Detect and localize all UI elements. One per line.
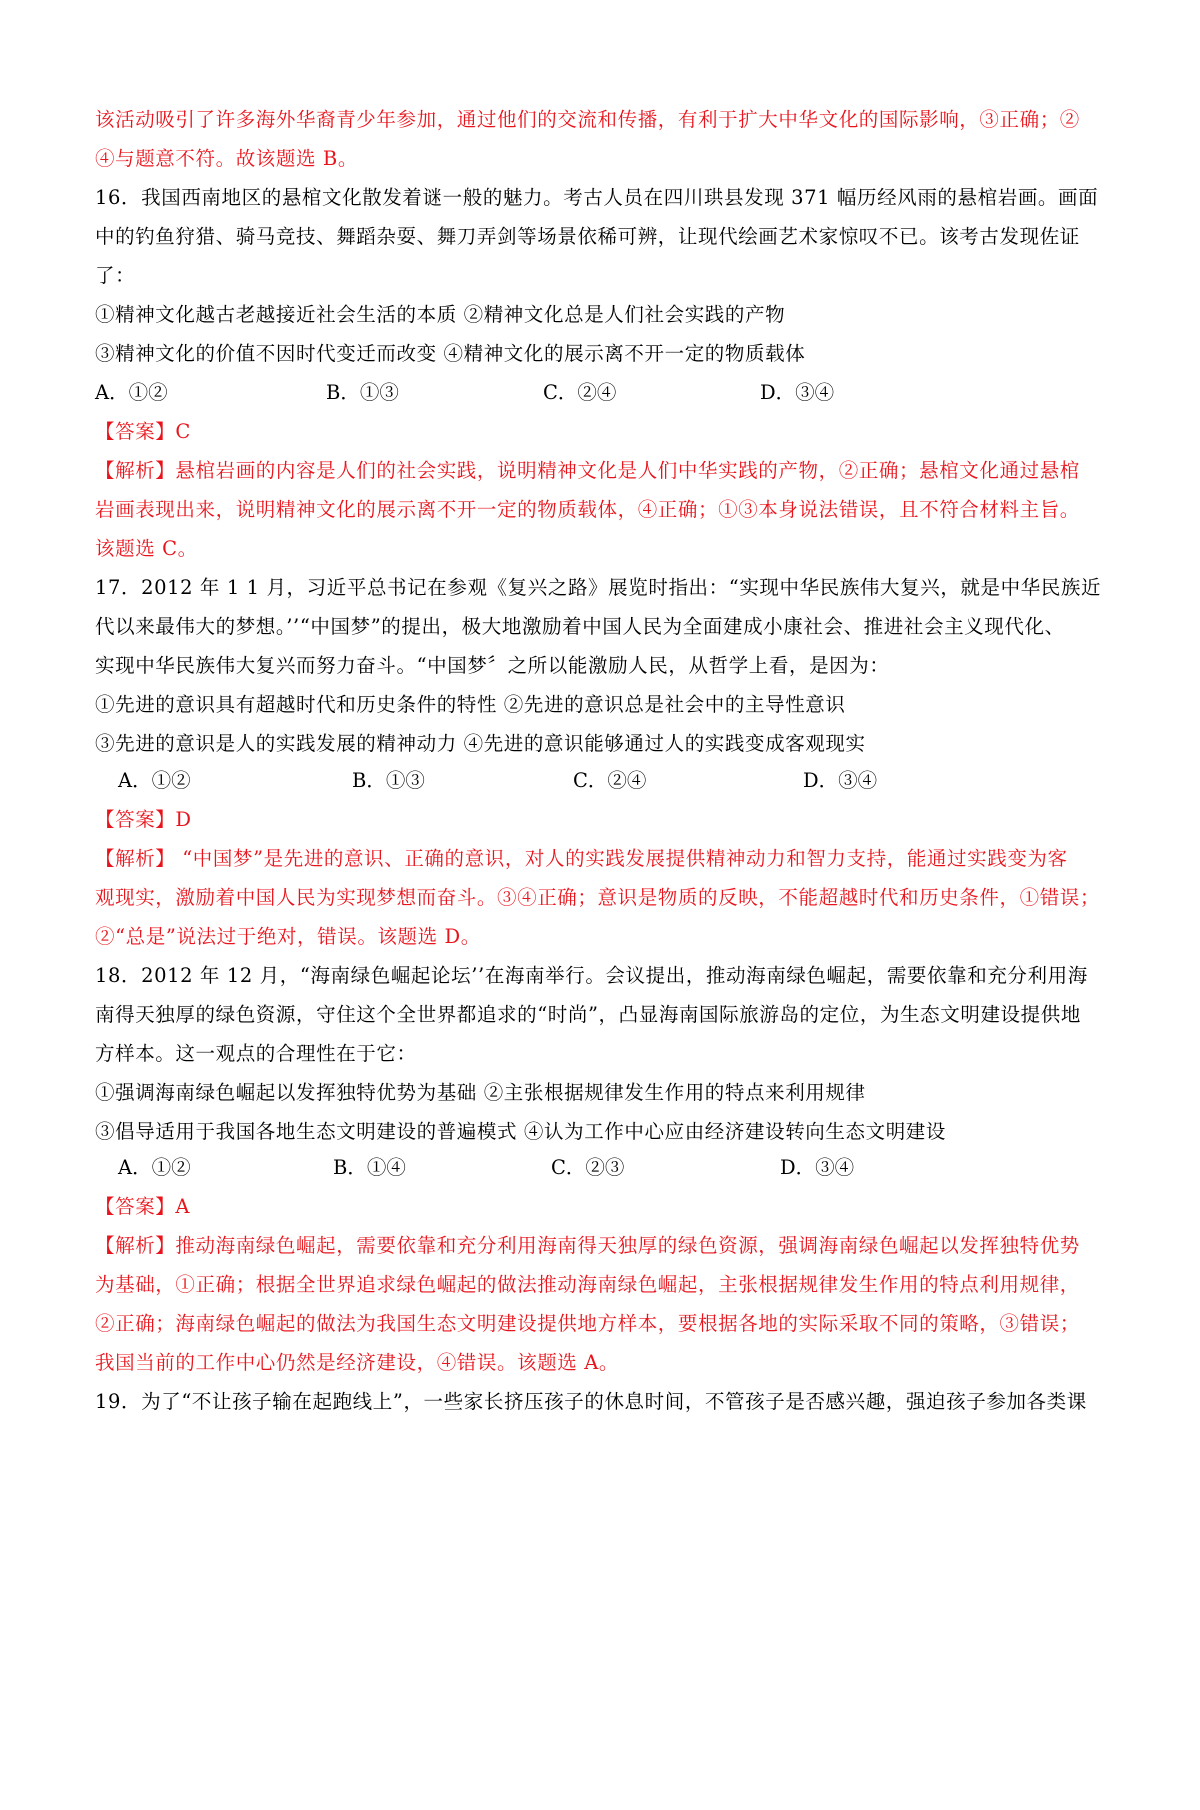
option-c: C．②④ — [573, 769, 647, 792]
question-16-statements: ③精神文化的价值不因时代变迁而改变 ④精神文化的展示离不开一定的物质载体 — [95, 342, 806, 365]
answer-explanation-line: 我国当前的工作中心仍然是经济建设，④错误。该题选 A。 — [95, 1351, 619, 1374]
answer-label: 【答案】C — [95, 420, 191, 443]
answer-explanation-line: 观现实，激励着中国人民为实现梦想而奋斗。③④正确；意识是物质的反映，不能超越时代和历史条件，①错误； — [95, 886, 1101, 909]
answer-explanation-line: ②正确；海南绿色崛起的做法为我国生态文明建设提供地方样本，要根据各地的实际采取不同的策略，③错误； — [95, 1312, 1080, 1335]
question-17-text: 代以来最伟大的梦想。’’“中国梦”的提出，极大地激励着中国人民为全面建成小康社会、推进社会主义现代化、 — [95, 615, 1065, 638]
option-d: D．③④ — [760, 381, 835, 404]
answer-explanation-line: 【解析】悬棺岩画的内容是人们的社会实践，说明精神文化是人们中华实践的产物，②正确；悬棺文化通过悬棺 — [95, 459, 1080, 482]
question-16-statements: ①精神文化越古老越接近社会生活的本质 ②精神文化总是人们社会实践的产物 — [95, 303, 786, 326]
answer-explanation-line: 该题选 C。 — [95, 537, 198, 560]
option-b: B．①④ — [333, 1156, 406, 1179]
answer-explanation-line: 【解析】推动海南绿色崛起，需要依靠和充分利用海南得天独厚的绿色资源，强调海南绿色崛起以发挥独特优势 — [95, 1234, 1080, 1257]
question-18-text: 方样本。这一观点的合理性在于它： — [95, 1042, 417, 1065]
option-a: A．①② — [118, 769, 191, 792]
question-16-text: 16．我国西南地区的悬棺文化散发着谜一般的魅力。考古人员在四川珙县发现 371 幅历经风雨的悬棺岩画。画面 — [95, 186, 1099, 209]
option-c: C．②③ — [551, 1156, 625, 1179]
question-18-text: 18．2012 年 12 月，“海南绿色崛起论坛’’在海南举行。会议提出，推动海南绿色崛起，需要依靠和充分利用海 — [95, 964, 1088, 987]
question-18-statements: ③倡导适用于我国各地生态文明建设的普遍模式 ④认为工作中心应由经济建设转向生态文明建设 — [95, 1120, 946, 1143]
question-18-text: 南得天独厚的绿色资源，守住这个全世界都追求的“时尚”，凸显海南国际旅游岛的定位，为生态文明建设提供地 — [95, 1003, 1081, 1026]
answer-label: 【答案】A — [95, 1195, 191, 1218]
answer-explanation-line: ④与题意不符。故该题选 B。 — [95, 147, 358, 170]
answer-explanation-line: 【解析】 “中国梦”是先进的意识、正确的意识，对人的实践发展提供精神动力和智力支持，能通过实践变为客 — [95, 847, 1068, 870]
answer-explanation-line: ②“总是”说法过于绝对，错误。该题选 D。 — [95, 925, 481, 948]
answer-explanation-line: 该活动吸引了许多海外华裔青少年参加，通过他们的交流和传播，有利于扩大中华文化的国际影响，③正确；② — [95, 108, 1080, 131]
question-17-text: 实现中华民族伟大复兴而努力奋斗。“中国梦〞之所以能激励人民，从哲学上看，是因为： — [95, 654, 890, 677]
answer-explanation-line: 为基础，①正确；根据全世界追求绿色崛起的做法推动海南绿色崛起，主张根据规律发生作用的特点利用规律， — [95, 1273, 1080, 1296]
answer-explanation-line: 岩画表现出来，说明精神文化的展示离不开一定的物质载体，④正确；①③本身说法错误，且不符合材料主旨。 — [95, 498, 1080, 521]
answer-label: 【答案】D — [95, 808, 192, 831]
option-a: A．①② — [118, 1156, 191, 1179]
option-d: D．③④ — [803, 769, 878, 792]
question-16-text: 中的钓鱼狩猎、骑马竞技、舞蹈杂耍、舞刀弄剑等场景依稀可辨，让现代绘画艺术家惊叹不已。该考古发现佐证 — [95, 225, 1080, 248]
question-19-text: 19．为了“不让孩子输在起跑线上”，一些家长挤压孩子的休息时间，不管孩子是否感兴趣，强迫孩子参加各类课 — [95, 1390, 1087, 1413]
question-18-statements: ①强调海南绿色崛起以发挥独特优势为基础 ②主张根据规律发生作用的特点来利用规律 — [95, 1081, 866, 1104]
option-b: B．①③ — [352, 769, 425, 792]
question-17-statements: ③先进的意识是人的实践发展的精神动力 ④先进的意识能够通过人的实践变成客观现实 — [95, 732, 866, 755]
question-16-text: 了： — [95, 264, 136, 287]
option-c: C．②④ — [543, 381, 617, 404]
question-17-text: 17．2012 年 1 1 月，习近平总书记在参观《复兴之路》展览时指出：“实现中华民族伟大复兴，就是中华民族近 — [95, 576, 1102, 599]
option-d: D．③④ — [780, 1156, 855, 1179]
option-b: B．①③ — [326, 381, 399, 404]
option-a: A．①② — [95, 381, 168, 404]
question-17-statements: ①先进的意识具有超越时代和历史条件的特性 ②先进的意识总是社会中的主导性意识 — [95, 693, 846, 716]
